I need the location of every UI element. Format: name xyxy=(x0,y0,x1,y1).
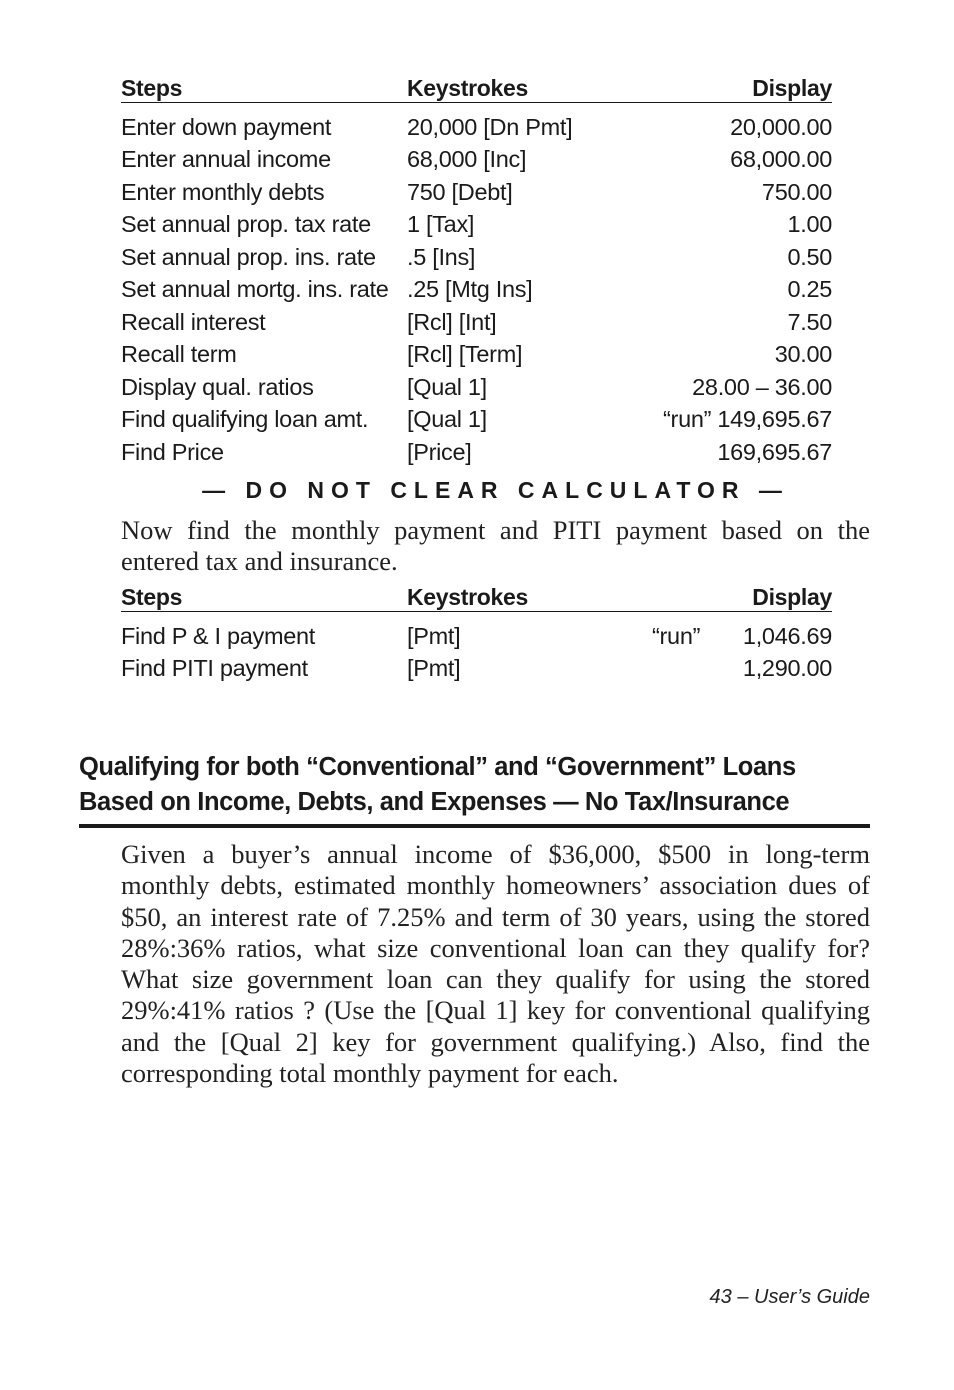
step-cell: Set annual prop. tax rate xyxy=(121,211,371,238)
step-cell: Set annual prop. ins. rate xyxy=(121,243,376,270)
table-row xyxy=(121,306,832,339)
page-footer: 43 – User’s Guide xyxy=(709,1286,870,1308)
steps-table-payment xyxy=(121,583,832,685)
display-cell: 1.00 xyxy=(787,211,832,238)
table-header xyxy=(121,74,832,103)
keystroke-cell: 750 [Debt] xyxy=(407,178,513,205)
display-cell: 28.00 – 36.00 xyxy=(692,373,832,400)
keystroke-cell: [Pmt] xyxy=(407,622,461,649)
step-cell: Recall interest xyxy=(121,308,266,335)
display-prefix: “run” xyxy=(652,622,701,649)
header-display: Display xyxy=(752,75,832,101)
display-cell: 30.00 xyxy=(774,341,832,368)
table-row xyxy=(121,144,832,177)
step-cell: Find Price xyxy=(121,438,224,465)
display-cell xyxy=(637,655,832,682)
keystroke-cell: [Price] xyxy=(407,438,472,465)
header-keystrokes: Keystrokes xyxy=(407,584,529,610)
display-cell: 169,695.67 xyxy=(717,438,832,465)
display-value: 1,290.00 xyxy=(742,655,832,682)
display-cell: 20,000.00 xyxy=(730,113,832,140)
display-prefix xyxy=(652,655,722,682)
header-steps: Steps xyxy=(121,584,183,610)
body-paragraph: Given a buyer’s annual income of $36,000, $500 in long-term monthly debts, estimated monthly homeowners’ association dues of $50, an interest rate of 7.25% and term of 30 years, using the stored 28%:36% ratios, what size conventional loan can they qualify for? What size government loan can they qualify for using the stored 29%:41% ratios ? (Use the [Qual 1] key for conventional qualifying and the [Qual 2] key for government qualifying.) Also, find the corresponding total monthly payment for each. xyxy=(121,839,870,1089)
display-cell: 7.50 xyxy=(787,308,832,335)
step-cell: Enter down payment xyxy=(121,113,332,140)
step-cell: Recall term xyxy=(121,341,237,368)
header-display: Display xyxy=(752,584,832,610)
header-steps: Steps xyxy=(121,75,183,101)
section-heading: Qualifying for both “Conventional” and “Government” Loans Based on Income, Debts, and Expenses — No Tax/Insurance xyxy=(79,750,870,828)
step-cell: Enter monthly debts xyxy=(121,178,325,205)
step-cell: Find qualifying loan amt. xyxy=(121,406,369,433)
step-cell: Enter annual income xyxy=(121,146,331,173)
table-row xyxy=(121,111,832,144)
keystroke-cell: 68,000 [Inc] xyxy=(407,146,527,173)
table-row xyxy=(121,620,832,653)
step-cell: Display qual. ratios xyxy=(121,373,314,400)
keystroke-cell: 20,000 [Dn Pmt] xyxy=(407,113,573,140)
keystroke-cell: .5 [Ins] xyxy=(407,243,476,270)
display-cell: 0.50 xyxy=(787,243,832,270)
display-value: 1,046.69 xyxy=(742,622,832,649)
table-header xyxy=(121,583,832,612)
keystroke-cell: [Qual 1] xyxy=(407,406,487,433)
keystroke-cell: [Rcl] [Int] xyxy=(407,308,497,335)
step-cell: Set annual mortg. ins. rate xyxy=(121,276,389,303)
keystroke-cell: [Rcl] [Term] xyxy=(407,341,523,368)
keystroke-cell: .25 [Mtg Ins] xyxy=(407,276,533,303)
table-row xyxy=(121,653,832,686)
steps-table-qualifying xyxy=(121,74,832,469)
table-row xyxy=(121,404,832,437)
display-cell xyxy=(637,623,832,650)
keystroke-cell: [Qual 1] xyxy=(407,373,487,400)
display-cell: 0.25 xyxy=(787,276,832,303)
display-cell: 750.00 xyxy=(761,178,832,205)
table-row xyxy=(121,274,832,307)
do-not-clear-banner: — DO NOT CLEAR CALCULATOR — xyxy=(202,477,789,503)
table-row xyxy=(121,241,832,274)
table-row xyxy=(121,371,832,404)
header-keystrokes: Keystrokes xyxy=(407,75,529,101)
keystroke-cell: 1 [Tax] xyxy=(407,211,475,238)
keystroke-cell: [Pmt] xyxy=(407,655,461,682)
table-row xyxy=(121,176,832,209)
table-row xyxy=(121,339,832,372)
display-cell: “run” 149,695.67 xyxy=(663,406,832,433)
table-row xyxy=(121,436,832,469)
display-cell: 68,000.00 xyxy=(730,146,832,173)
step-cell: Find PITI payment xyxy=(121,655,308,682)
step-cell: Find P & I payment xyxy=(121,622,316,649)
table-row xyxy=(121,209,832,242)
intro-paragraph: Now find the monthly payment and PITI payment based on the entered tax and insurance. xyxy=(121,515,870,577)
